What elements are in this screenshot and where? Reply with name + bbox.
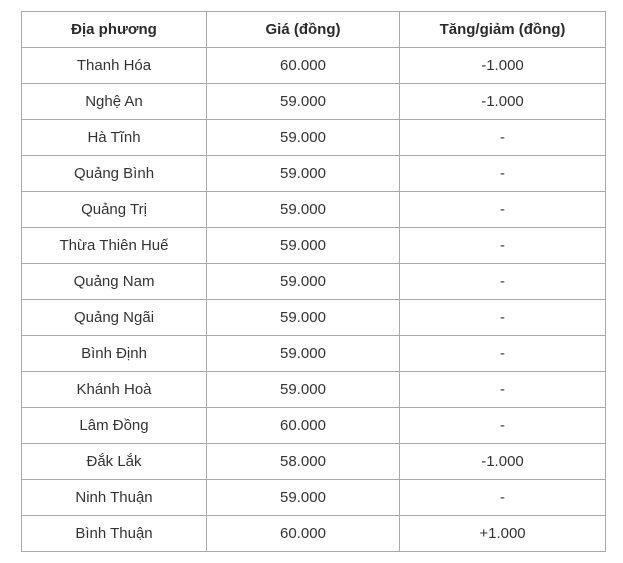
cell-locality: Đắk Lắk	[22, 444, 207, 480]
cell-change: -	[400, 192, 606, 228]
table-row	[22, 264, 606, 300]
cell-change: -1.000	[400, 84, 606, 120]
table-row	[22, 156, 606, 192]
table-row	[22, 48, 606, 84]
cell-price: 59.000	[207, 120, 400, 156]
header-locality: Địa phương	[22, 12, 207, 48]
table-row	[22, 84, 606, 120]
cell-locality: Thanh Hóa	[22, 48, 207, 84]
cell-price: 59.000	[207, 336, 400, 372]
table-row	[22, 372, 606, 408]
cell-change: -	[400, 408, 606, 444]
header-row	[22, 12, 606, 48]
cell-price: 58.000	[207, 444, 400, 480]
table-row	[22, 336, 606, 372]
table-row	[22, 300, 606, 336]
header-change: Tăng/giảm (đồng)	[400, 12, 606, 48]
cell-change: -	[400, 264, 606, 300]
cell-price: 59.000	[207, 480, 400, 516]
cell-locality: Thừa Thiên Huế	[22, 228, 207, 264]
table-row	[22, 192, 606, 228]
cell-change: -	[400, 372, 606, 408]
price-table	[21, 11, 606, 552]
cell-locality: Quảng Nam	[22, 264, 207, 300]
cell-locality: Ninh Thuận	[22, 480, 207, 516]
cell-change: -1.000	[400, 48, 606, 84]
table-row	[22, 120, 606, 156]
cell-change: -1.000	[400, 444, 606, 480]
cell-locality: Quảng Ngãi	[22, 300, 207, 336]
cell-locality: Bình Thuận	[22, 516, 207, 552]
cell-change: -	[400, 480, 606, 516]
cell-price: 59.000	[207, 300, 400, 336]
cell-price: 60.000	[207, 48, 400, 84]
table-row	[22, 516, 606, 552]
cell-locality: Lâm Đồng	[22, 408, 207, 444]
cell-change: +1.000	[400, 516, 606, 552]
cell-price: 59.000	[207, 372, 400, 408]
cell-locality: Khánh Hoà	[22, 372, 207, 408]
cell-change: -	[400, 228, 606, 264]
cell-locality: Bình Định	[22, 336, 207, 372]
table-header	[22, 12, 606, 48]
cell-locality: Nghệ An	[22, 84, 207, 120]
cell-price: 59.000	[207, 156, 400, 192]
cell-price: 59.000	[207, 228, 400, 264]
cell-price: 59.000	[207, 264, 400, 300]
cell-change: -	[400, 120, 606, 156]
cell-locality: Quảng Trị	[22, 192, 207, 228]
cell-price: 59.000	[207, 84, 400, 120]
cell-change: -	[400, 336, 606, 372]
cell-price: 60.000	[207, 408, 400, 444]
table-row	[22, 480, 606, 516]
cell-change: -	[400, 300, 606, 336]
cell-locality: Quảng Bình	[22, 156, 207, 192]
cell-change: -	[400, 156, 606, 192]
table-row	[22, 444, 606, 480]
cell-locality: Hà Tĩnh	[22, 120, 207, 156]
table-body	[22, 48, 606, 552]
table-row	[22, 228, 606, 264]
cell-price: 59.000	[207, 192, 400, 228]
header-price: Giá (đồng)	[207, 12, 400, 48]
table-row	[22, 408, 606, 444]
cell-price: 60.000	[207, 516, 400, 552]
